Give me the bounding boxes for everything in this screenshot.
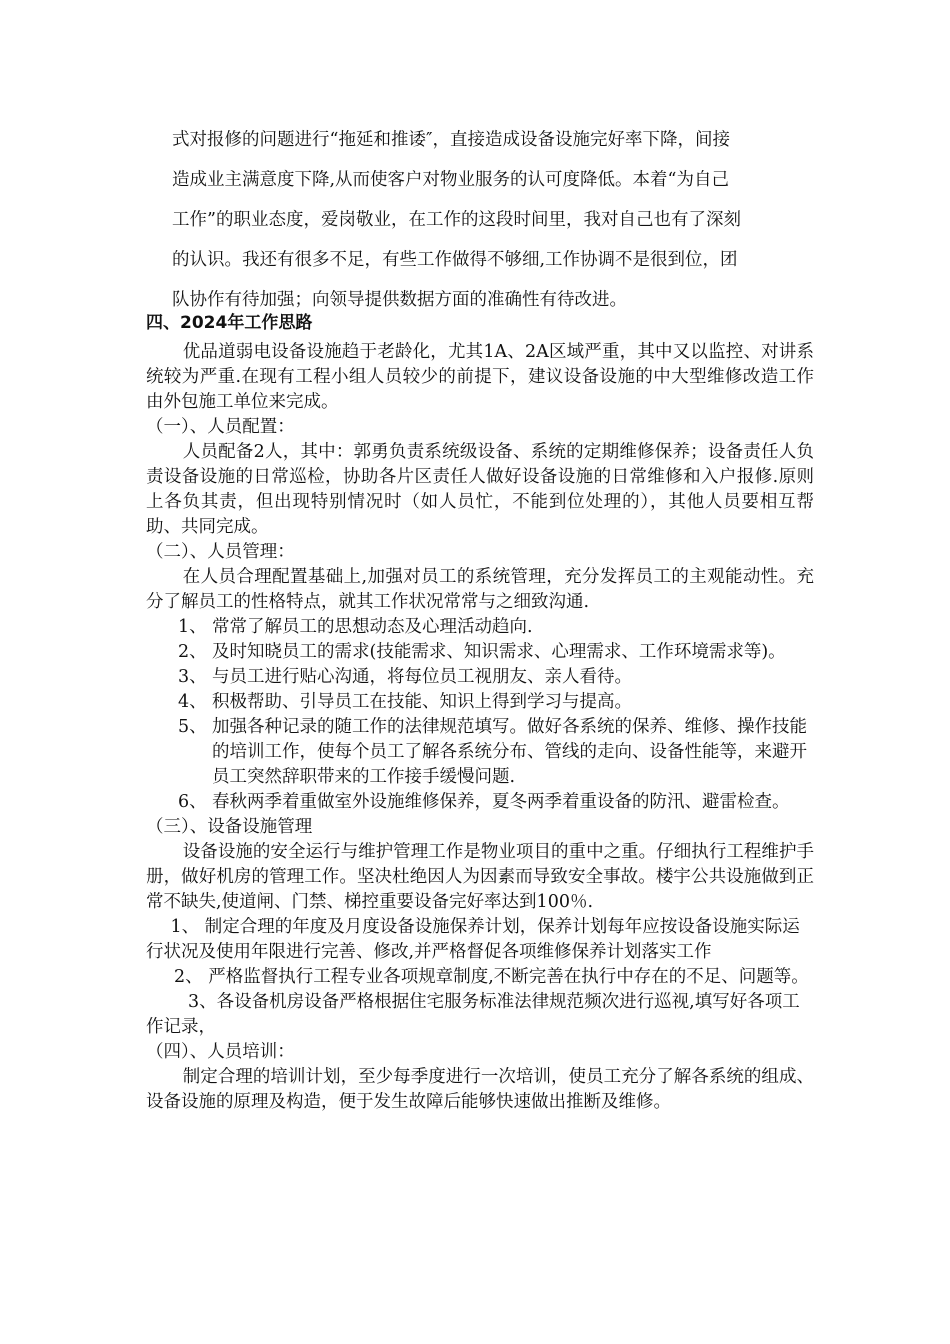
list-number: 6、 — [178, 792, 207, 812]
list-text: 积极帮助、引导员工在技能、知识上得到学习与提高。 — [212, 692, 632, 712]
list-item — [146, 665, 814, 690]
facilities-item: 3、各设备机房设备严格根据住宅服务标准法律规范频次进行巡视,填写好各项工作记录， — [146, 992, 800, 1037]
section-heading: 四、2024年工作思路 — [146, 313, 313, 333]
facilities-item: 2、 严格监督执行工程专业各项规章制度,不断完善在执行中存在的不足、问题等。 — [174, 967, 809, 987]
lead-line: 造成业主满意度下降,从而使客户对物业服务的认可度降低。本着“为自己 — [172, 170, 730, 190]
subsection-title-staffing: （一）、人员配置： — [146, 417, 295, 437]
list-item — [146, 690, 814, 715]
lead-line: 队协作有待加强；向领导提供数据方面的准确性有待改进。 — [172, 290, 627, 310]
list-number: 3、 — [178, 667, 207, 687]
facilities-text: 设备设施的安全运行与维护管理工作是物业项目的重中之重。仔细执行工程维护手册，做好机房的管理工作。坚决杜绝因人为因素而导致安全事故。楼宇公共设施做到正常不缺失,使道闸、门禁、梯控重要设备完好率达到100％. — [146, 842, 814, 912]
list-number: 4、 — [178, 692, 207, 712]
list-number: 5、 — [178, 717, 207, 737]
management-text: 在人员合理配置基础上,加强对员工的系统管理，充分发挥员工的主观能动性。充分了解员工的性格特点，就其工作状况常常与之细致沟通. — [146, 567, 814, 612]
list-text: 常常了解员工的思想动态及心理活动趋向. — [212, 617, 533, 637]
list-number: 1、 — [178, 617, 207, 637]
list-number: 2、 — [178, 642, 207, 662]
list-text: 与员工进行贴心沟通，将每位员工视朋友、亲人看待。 — [212, 667, 632, 687]
list-item — [146, 640, 814, 665]
training-text: 制定合理的培训计划，至少每季度进行一次培训，使员工充分了解各系统的组成、设备设施的原理及构造，便于发生故障后能够快速做出推断及维修。 — [146, 1067, 814, 1112]
lead-line: 式对报修的问题进行“拖延和推诿″，直接造成设备设施完好率下降，间接 — [172, 130, 730, 150]
list-text: 加强各种记录的随工作的法律规范填写。做好各系统的保养、维修、操作技能的培训工作，使每个员工了解各系统分布、管线的走向、设备性能等，来避开员工突然辞职带来的工作接手缓慢问题. — [212, 717, 807, 787]
section-intro: 优品道弱电设备设施趋于老龄化，尤其1A、2A区域严重，其中又以监控、对讲系统较为严重.在现有工程小组人员较少的前提下，建议设备设施的中大型维修改造工作由外包施工单位来完成。 — [146, 342, 814, 412]
list-item — [146, 790, 814, 815]
lead-line: 的认识。我还有很多不足，有些工作做得不够细,工作协调不是很到位，团 — [172, 250, 738, 270]
list-item — [146, 615, 814, 640]
lead-line: 工作”的职业态度，爱岗敬业，在工作的这段时间里，我对自己也有了深刻 — [172, 210, 741, 230]
lead-paragraph — [172, 120, 812, 320]
list-item — [146, 715, 814, 790]
section-four — [146, 310, 814, 1115]
list-text: 春秋两季着重做室外设施维修保养，夏冬两季着重设备的防汛、避雷检查。 — [212, 792, 790, 812]
subsection-title-facilities: （三）、设备设施管理 — [146, 817, 313, 837]
staffing-text: 人员配备2人，其中：郭勇负责系统级设备、系统的定期维修保养；设备责任人负责设备设施的日常巡检，协助各片区责任人做好设备设施的日常维修和入户报修.原则上各负其责，但出现特别情况时（如人员忙，不能到位处理的），其他人员要相互帮助、共同完成。 — [146, 442, 814, 537]
subsection-title-training: （四）、人员培训： — [146, 1042, 295, 1062]
subsection-title-management: （二）、人员管理： — [146, 542, 295, 562]
facilities-item: 1、 制定合理的年度及月度设备设施保养计划，保养计划每年应按设备设施实际运行状况及使用年限进行完善、修改,并严格督促各项维修保养计划落实工作 — [146, 917, 800, 962]
list-text: 及时知晓员工的需求(技能需求、知识需求、心理需求、工作环境需求等)。 — [212, 642, 786, 662]
